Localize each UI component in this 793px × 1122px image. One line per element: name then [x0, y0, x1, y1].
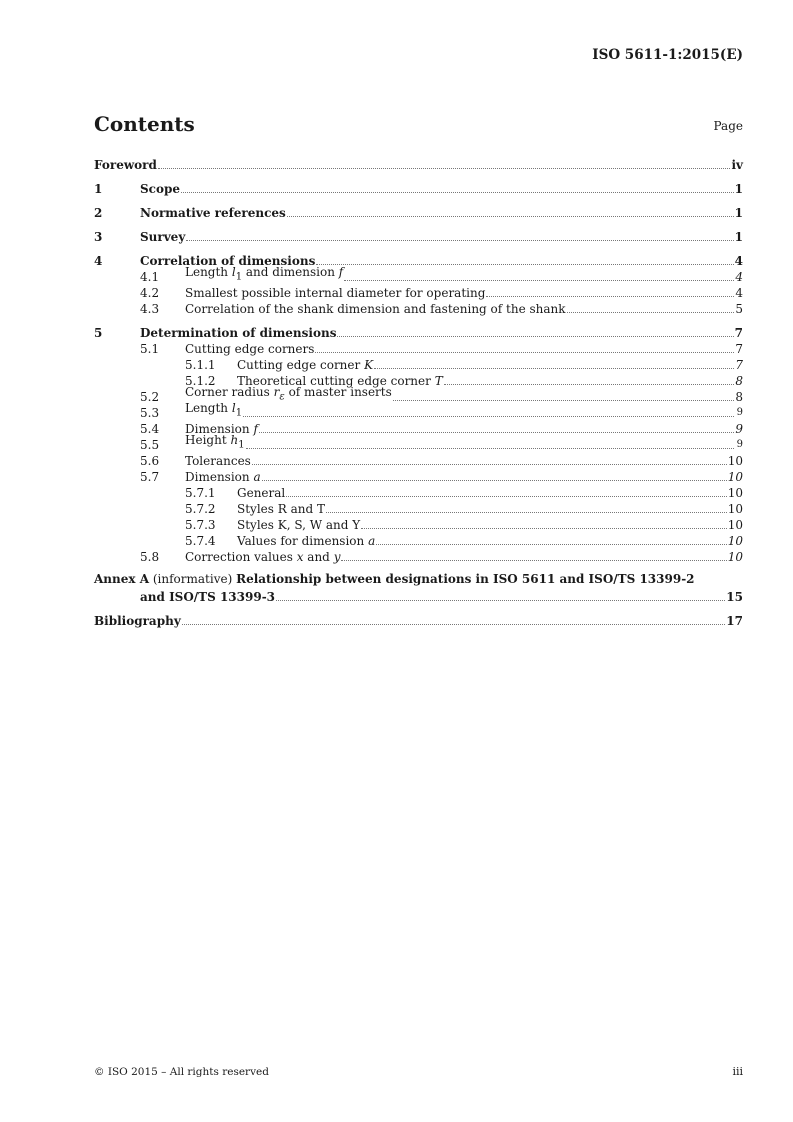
toc-number: 5.3 — [140, 406, 160, 420]
toc-leader — [361, 528, 727, 529]
toc-entry-5[interactable] — [94, 324, 743, 340]
toc-entry-5-7-1[interactable] — [94, 484, 743, 500]
toc-title: Styles R and T — [237, 502, 325, 516]
toc-title: Cutting edge corners — [185, 342, 315, 356]
toc-page: 1 — [734, 182, 743, 196]
annex-label: Annex A — [94, 572, 150, 586]
toc-number: 5.1 — [140, 342, 160, 356]
toc-entry-annex-a[interactable] — [94, 572, 743, 604]
toc-page: 4 — [735, 270, 743, 284]
page-number: iii — [732, 1065, 743, 1078]
contents-heading: Contents — [94, 112, 195, 136]
toc-entry-5-1[interactable] — [94, 340, 743, 356]
toc-number: 5.5 — [140, 438, 160, 452]
toc-page: 10 — [727, 534, 743, 548]
toc-entry-1[interactable] — [94, 180, 743, 196]
toc-leader — [376, 544, 726, 545]
annex-title-line-1 — [94, 572, 743, 588]
toc-entry-4-1[interactable] — [94, 264, 743, 284]
toc-number: 5.4 — [140, 422, 160, 436]
toc-title: Cutting edge corner K — [237, 358, 374, 372]
toc-entry-5-7-4[interactable] — [94, 532, 743, 548]
toc-leader — [316, 264, 733, 265]
toc-leader — [344, 280, 734, 281]
toc-entry-5-7-3[interactable] — [94, 516, 743, 532]
toc-title: Survey — [140, 230, 186, 244]
toc-title: Normative references — [140, 206, 286, 220]
toc-page: 9 — [735, 422, 743, 436]
toc-leader — [287, 216, 734, 217]
toc-title: Correction values x and y — [185, 550, 341, 564]
toc-number: 4 — [94, 254, 103, 268]
toc-entry-5-7-2[interactable] — [94, 500, 743, 516]
toc-title: Correlation of dimensions — [140, 254, 316, 268]
toc-number: 5.8 — [140, 550, 160, 564]
toc-page: 10 — [727, 486, 743, 500]
toc-leader — [444, 384, 734, 385]
toc-page: 10 — [727, 550, 743, 564]
toc-page: iv — [731, 158, 743, 172]
toc-page: 4 — [734, 254, 743, 268]
toc-page: 10 — [727, 470, 743, 484]
toc-leader — [181, 192, 734, 193]
toc-title: Corner radius $r_\varepsilon$ of master inserts — [185, 384, 392, 402]
annex-type: (informative) — [149, 572, 237, 586]
toc-page: 1 — [734, 206, 743, 220]
annex-title-line-2 — [94, 588, 743, 604]
toc-number: 3 — [94, 230, 103, 244]
toc-leader — [341, 560, 726, 561]
toc-number: 5 — [94, 326, 103, 340]
toc-title: Tolerances — [185, 454, 251, 468]
toc-page: 8 — [735, 390, 743, 404]
toc-leader — [186, 240, 733, 241]
toc-leader — [243, 416, 734, 417]
toc-entry-5-8[interactable] — [94, 548, 743, 564]
toc-title: Scope — [140, 182, 181, 196]
toc-entry-4-2[interactable] — [94, 284, 743, 300]
toc-title: Correlation of the shank dimension and fastening of the shank — [185, 302, 566, 316]
toc-entry-5-3[interactable] — [94, 400, 743, 420]
toc-leader — [262, 480, 727, 481]
toc-title: Smallest possible internal diameter for operating — [185, 286, 486, 300]
toc-title: Length $l_1$ and dimension f — [185, 264, 344, 282]
toc-leader — [276, 600, 725, 601]
toc-entry-5-5[interactable] — [94, 432, 743, 452]
toc-number: 5.7.1 — [185, 486, 216, 500]
toc-entry-bibliography[interactable] — [94, 612, 743, 628]
copyright-notice: © ISO 2015 – All rights reserved — [94, 1066, 269, 1078]
toc-entry-3[interactable] — [94, 228, 743, 244]
toc-number: 5.7 — [140, 470, 160, 484]
toc-title: Dimension f — [185, 422, 258, 436]
toc-title: Bibliography — [94, 614, 181, 628]
page-column-label: Page — [713, 119, 743, 133]
toc-leader — [158, 168, 731, 169]
toc-title: Length $l_1$ — [185, 400, 243, 418]
toc-number: 2 — [94, 206, 103, 220]
toc-number: 5.6 — [140, 454, 160, 468]
toc-title: General — [237, 486, 286, 500]
annex-title: Relationship between designations in ISO 5611 and ISO/TS 13399-2 — [236, 572, 695, 586]
toc-title: Determination of dimensions — [140, 326, 337, 340]
toc-leader — [486, 296, 734, 297]
toc-leader — [182, 624, 726, 625]
toc-page: 9 — [736, 407, 743, 418]
toc-entry-5-6[interactable] — [94, 452, 743, 468]
toc-title: Foreword — [94, 158, 157, 172]
toc-page: 4 — [735, 286, 743, 300]
toc-entry-5-1-1[interactable] — [94, 356, 743, 372]
toc-page: 9 — [736, 439, 743, 450]
table-of-contents — [94, 156, 743, 628]
toc-entry-2[interactable] — [94, 204, 743, 220]
toc-leader — [246, 448, 734, 449]
toc-title: Theoretical cutting edge corner T — [237, 374, 443, 388]
toc-number: 4.3 — [140, 302, 160, 316]
toc-page: 10 — [727, 502, 743, 516]
toc-page: 5 — [735, 302, 743, 316]
toc-page: 10 — [727, 454, 743, 468]
toc-page: 7 — [734, 326, 743, 340]
toc-number: 5.2 — [140, 390, 160, 404]
toc-title: Styles K, S, W and Y — [237, 518, 361, 532]
toc-leader — [374, 368, 734, 369]
toc-title: Dimension a — [185, 470, 261, 484]
toc-number: 5.1.1 — [185, 358, 216, 372]
annex-title-continued: and ISO/TS 13399-3 — [140, 590, 276, 604]
toc-entry-4-3[interactable] — [94, 300, 743, 316]
toc-leader — [252, 464, 727, 465]
toc-number: 5.7.2 — [185, 502, 216, 516]
toc-entry-foreword[interactable] — [94, 156, 743, 172]
toc-page: 7 — [735, 342, 743, 356]
toc-page: 15 — [726, 590, 743, 604]
toc-leader — [337, 336, 733, 337]
toc-leader — [259, 432, 734, 433]
toc-title: Values for dimension a — [237, 534, 376, 548]
toc-title: Height $h_1$ — [185, 432, 245, 450]
toc-leader — [315, 352, 734, 353]
toc-number: 5.7.3 — [185, 518, 216, 532]
toc-leader — [326, 512, 727, 513]
toc-leader — [393, 400, 734, 401]
toc-number: 1 — [94, 182, 103, 196]
toc-number: 5.1.2 — [185, 374, 216, 388]
toc-entry-5-7[interactable] — [94, 468, 743, 484]
toc-leader — [567, 312, 734, 313]
toc-page: 10 — [727, 518, 743, 532]
toc-number: 4.2 — [140, 286, 160, 300]
toc-number: 4.1 — [140, 270, 160, 284]
toc-page: 7 — [735, 358, 743, 372]
toc-leader — [286, 496, 726, 497]
toc-page: 17 — [726, 614, 743, 628]
toc-page: 8 — [735, 374, 743, 388]
toc-page: 1 — [734, 230, 743, 244]
document-id: ISO 5611-1:2015(E) — [592, 47, 743, 63]
toc-number: 5.7.4 — [185, 534, 216, 548]
